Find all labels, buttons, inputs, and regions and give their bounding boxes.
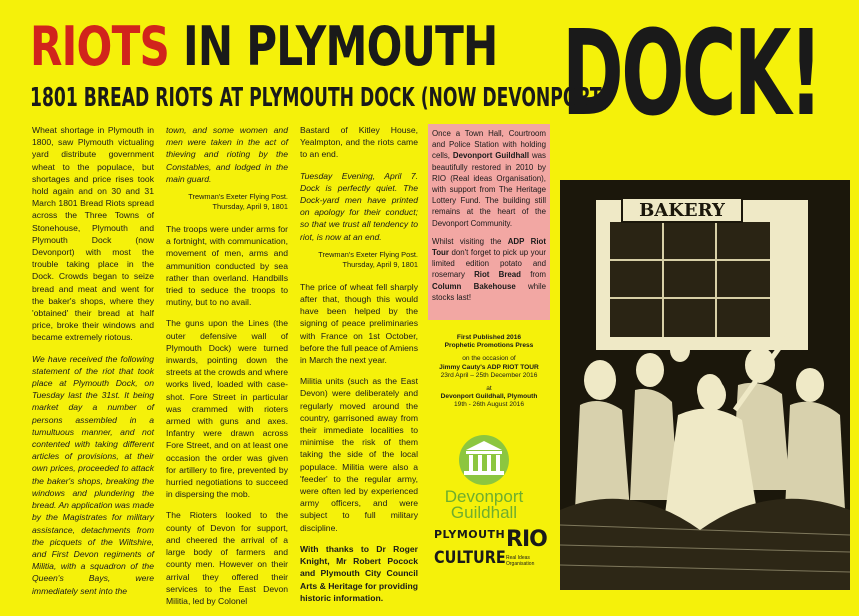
pub-line-7: Devonport Guildhall, Plymouth [440,393,538,401]
citation-2-date: Thursday, April 9, 1801 [342,259,418,269]
rio-sub-1: Real Ideas [506,555,530,561]
riot-bread: Riot Bread [474,270,522,280]
citation-2-source: Trewman's Exeter Flying Post. [318,249,418,259]
rio-word: RIO [506,527,547,552]
column-bakehouse: Column Bakehouse [432,281,516,291]
headline-dock: DOCK! [562,4,821,142]
col3-paragraph-1: Bastard of Kitley House, Yealmpton, and the riots came to an end. [300,125,418,160]
tour-text-4: while stocks last! [432,281,546,302]
subtitle: 1801 BREAD RIOTS AT PLYMOUTH DOCK (NOW DEVONPORT) [30,83,610,113]
citation-2 [300,250,418,270]
guildhall-wordmark [434,489,534,521]
column-1 [32,124,154,606]
col2-paragraph-3: The guns upon the Lines (the outer defensive wall of Plymouth Dock) were turned inwards, pointing down the streets at the crowds and where works lived, loaded with case-shot. Fore Street in particular was crammed with rioters armed with guns and axes. Infantry were drawn across Fore Street, and on at least one occasion the order was given for artillery to fire, prevented by hurried negotiations to succeed in dispersing the mob. [166,318,288,500]
pub-line-6: at [486,385,492,393]
guildhall-info-text: Once a Town Hall, Courtroom and Police Station with holding cells, [432,129,546,161]
bread-riot-engraving [560,180,850,590]
column-2 [166,124,288,616]
pub-line-3: on the occasion of [462,355,516,363]
plymouth-culture-logo [434,528,504,569]
col2-paragraph-4: The Rioters looked to the county of Devon for support, and cheered the arrival of a large body of farmers and county men. However on their arrival they offered their services to the East Devon Militia, led by Colonel [166,510,288,606]
pub-line-4: Jimmy Cauty's ADP RIOT TOUR [439,363,539,371]
citation-1-date: Thursday, April 9, 1801 [212,202,288,212]
citation-1 [166,192,288,212]
column-3 [300,124,418,613]
riot-tour-info [432,236,546,303]
guildhall-info-box [428,124,550,320]
col1-paragraph-1: Wheat shortage in Plymouth in 1800, saw Plymouth victualing yard distribute government wheat to the populace, but shortages and price rises took hold again and on 30 and 31 March 1801 Bread Riots spread across the Three Towns of Stonehouse, Plymouth and Plymouth Dock (now Devonport) with most the trouble taking place in the Dock. Crowds began to seize bread and meat and went for the baker's shops, where they 'obtained' their bread at half price, broke their windows and became extremely riotous. [32,125,154,343]
publication-info [428,334,550,410]
tour-text-2: don't forget to pick up your limited edition potato and rosemary [432,248,546,280]
guildhall-word-2: Guildhall [450,503,518,522]
bakery-sign-text: BAKERY [639,200,725,221]
engraving-image [560,180,850,590]
col2-paragraph-2: The troops were under arms for a fortnight, with communication, movement of men, arms and ammunition conducted by sea rather than overland. Handbills tried to seduce the troops to mutiny, but to no avail. [166,224,288,308]
culture-word: CULTURE [434,548,506,568]
tour-text-3: from [521,270,546,280]
pub-line-2: Prophetic Promotions Press [444,342,534,350]
rio-logo [506,528,552,567]
headline [30,15,498,78]
pub-line-5: 23rd April – 25th December 2016 [440,371,538,379]
col3-paragraph-3: The price of wheat fell sharply after that, though this would have been helped by the signing of peace preliminaries with France on 1st October, before the full peace of Amiens in March the next year. [300,281,419,366]
plymouth-word: PLYMOUTH [434,528,506,541]
guildhall-word-1: Devonport [444,487,524,506]
headline-in-plymouth: IN PLYMOUTH [169,15,498,78]
pub-line-1: First Published 2016 [456,334,522,341]
guildhall-info-text-2: was beautifully restored in 2010 by RIO (Real ideas Organisation), with support from The Heritage Lottery Fund. The building still remains at the heart of the Devonport Community. [432,151,547,228]
pub-line-8: 19th - 26th August 2016 [453,401,525,409]
col3-paragraph-4: Militia units (such as the East Devon) were deliberately and regularly moved around the country, garrisoned away from their immediate localities to minimise the risk of them taking the side of the local populace. Militia were also a 'feeder' to the regular army, were often led by experienced army officers, and were subject to full military discipline. [300,376,418,533]
acknowledgements: With thanks to Dr Roger Knight, Mr Robert Pocock and Plymouth City Council Arts & Heritage for providing historic information. [300,543,418,603]
rio-sub-2: Organisation [506,561,535,567]
guildhall-info [432,128,546,229]
guildhall-name: Devonport Guildhall [452,151,530,161]
col1-quote: We have received the following statement of the riot that took place at Plymouth Dock, on Tuesday last the 31st. It being market day a number of persons assembled in a tumultuous manner, and not contented with taking different articles of provisions, at their own prices, proceeded to attack the baker's shops, breaking the windows and plundering the bread. An application was made by the Magistrates for military assistance, detachments from the picquets of the Wiltshire, and First Devon regiments of Militia, with a squadron of the Queen's Bays, were immediately sent into the [32,353,154,596]
citation-1-source: Trewman's Exeter Flying Post. [188,192,288,202]
tour-text-1: Whilst visiting the [432,236,508,246]
tour-name: ADP Riot Tour [432,236,546,258]
col3-quote: Tuesday Evening, April 7. Dock is perfectly quiet. The Dock-yard men have printed on apology for their conduct; so that we trust all tendency to riot, is now at an end. [300,170,418,242]
headline-riots: RIOTS [30,15,170,78]
col2-quote-end: town, and some women and men were taken in the act of thieving and rioting by the Constables, and lodged in the main guard. [166,125,288,184]
